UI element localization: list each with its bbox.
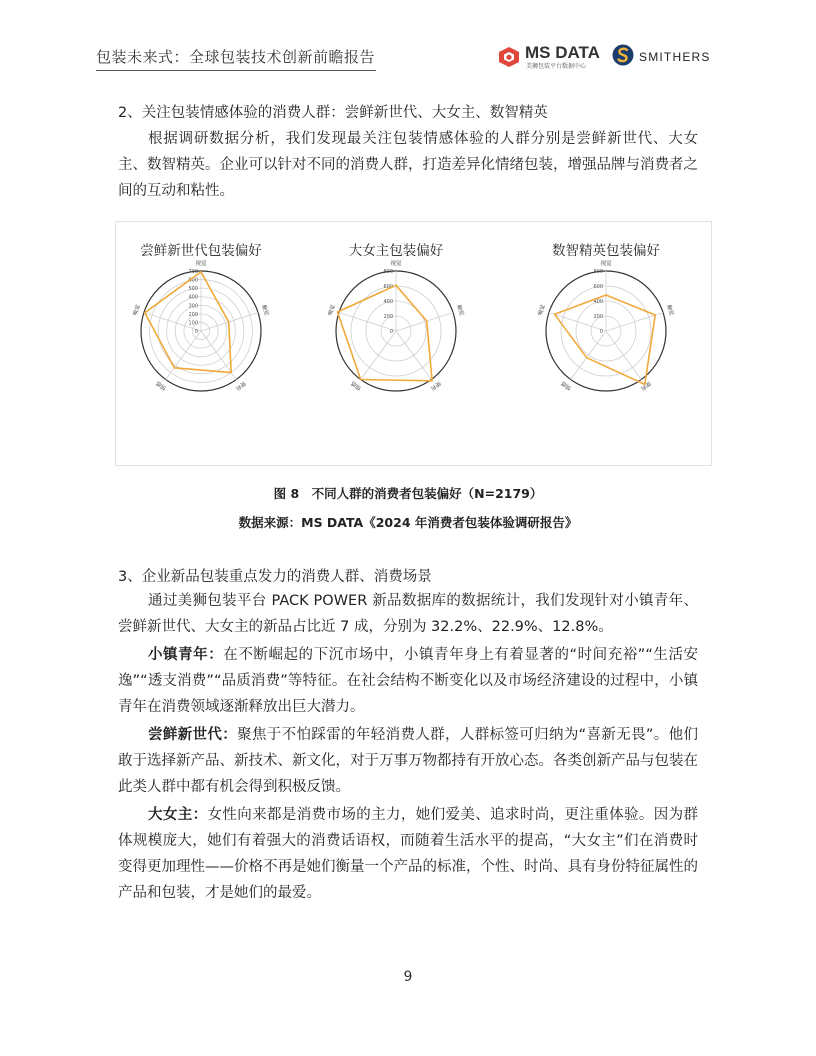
section-3-item [118,802,698,906]
section-3-item-text: 聚焦于不怕踩雷的年轻消费人群，人群标签可归纳为“喜新无畏”。他们敢于选择新产品、新技术、新文化，对于万事万物都持有开放心态。各类创新产品与包装在此类人群中都有机会得到积极反馈。 [118,727,698,795]
figure-caption: 图 8 不同人群的消费者包装偏好（N=2179） [273,486,543,501]
radar-axis-label: 视觉 [195,261,207,267]
header-title: 包装未来式：全球包装技术创新前瞻报告 [96,48,376,66]
section-3-item-text: 女性向来都是消费市场的主力，她们爱美、追求时尚，更注重体验。因为群体规模庞大，她们有着强大的消费话语权，而随着生活水平的提高，“大女主”们在消费时变得更加理性——价格不再是她们衡量一个产品的标准，个性、时尚、具有身份特征属性的产品和包装，才是她们的最爱。 [118,807,698,901]
radar-tick-label: 0 [599,329,603,335]
radar-spoke [166,331,201,380]
figure-source: 数据来源：MS DATA《2024 年消费者包装体验调研报告》 [238,515,578,530]
radar-tick-label: 400 [383,299,393,305]
radar-tick-label: 0 [389,329,393,335]
section-3-intro: 通过美狮包装平台 PACK POWER 新品数据库的数据统计，我们发现针对小镇青年、尝鲜新世代、大女主的新品占比近 7 成，分别为 32.2%、22.9%、12.8%。 [118,593,698,635]
radar-axis-label: 便利 [429,379,442,391]
section-2-text: 根据调研数据分析，我们发现最关注包装情感体验的人群分别是尝鲜新世代、大女主、数智精英。企业可以针对不同的消费人群，打造差异化情绪包装，增强品牌与消费者之间的互动和粘性。 [118,131,698,199]
radar-chart-title: 尝鲜新世代包装偏好 [140,243,262,259]
ms-data-logo-icon [497,45,521,69]
radar-axis-label: 便利 [639,379,652,391]
radar-tick-label: 400 [188,294,198,301]
section-2-paragraph [118,126,698,206]
radar-axis-label: 情感 [560,379,573,391]
radar-axis-label: 情感 [350,379,363,391]
section-3-item [118,722,698,800]
ms-data-logo-name: MS DATA [525,43,600,62]
radar-tick-label: 200 [593,314,603,320]
radar-axis-label: 视觉 [600,261,612,267]
radar-series-polygon [555,295,656,384]
radar-tick-label: 500 [188,286,198,293]
radar-axis-label: 便利 [234,379,247,391]
radar-tick-label: 200 [188,311,198,318]
section-2-heading: 2、关注包装情感体验的消费人群：尝鲜新世代、大女主、数智精英 [118,105,548,121]
radar-axis-label: 嗅觉 [537,304,547,317]
radar-tick-label: 400 [593,299,603,305]
radar-tick-label: 0 [194,329,198,335]
radar-axis-label: 嗅觉 [327,304,337,317]
ms-data-logo [497,43,607,71]
section-3-item-term: 小镇青年： [148,647,224,663]
section-3-item [118,642,698,720]
radar-tick-label: 700 [188,269,198,275]
section-3-heading: 3、企业新品包装重点发力的消费人群、消费场景 [118,569,432,585]
radar-tick-label: 600 [383,284,393,290]
smithers-logo [612,44,724,68]
radar-charts-svg [116,222,711,465]
radar-spoke [396,312,453,331]
radar-tick-label: 200 [383,314,393,320]
radar-axis-label: 触觉 [455,304,465,317]
section-3-item-term: 大女主： [148,807,208,823]
radar-chart-title: 数智精英包装偏好 [552,243,660,259]
smithers-logo-name: SMITHERS [639,50,711,64]
smithers-logo-icon [612,44,634,66]
radar-tick-label: 300 [188,303,198,310]
radar-axis-label: 情感 [155,379,168,391]
radar-axis-label: 触觉 [665,304,675,317]
page-number: 9 [403,969,413,985]
radar-tick-label: 600 [188,277,198,284]
section-3-item-term: 尝鲜新世代： [148,727,238,743]
radar-axis-label: 视觉 [390,261,402,267]
ms-data-logo-subtitle: 美狮包装平台数据中心 [526,63,587,70]
section-3-body [118,588,698,908]
radar-tick-label: 600 [593,284,603,290]
radar-chart-title: 大女主包装偏好 [348,243,444,259]
radar-tick-label: 100 [188,320,198,327]
section-3-item-text: 在不断崛起的下沉市场中，小镇青年身上有着显著的“时间充裕”“生活安逸”“透支消费”“品质消费”等特征。在社会结构不断变化以及市场经济建设的过程中，小镇青年在消费领域逐渐释放出巨大潜力。 [118,647,698,715]
radar-axis-label: 触觉 [260,304,270,317]
figure-radar-charts [115,221,712,466]
radar-tick-label: 800 [593,269,603,275]
header-divider [96,70,376,71]
radar-axis-label: 嗅觉 [132,304,142,317]
radar-tick-label: 800 [383,269,393,275]
